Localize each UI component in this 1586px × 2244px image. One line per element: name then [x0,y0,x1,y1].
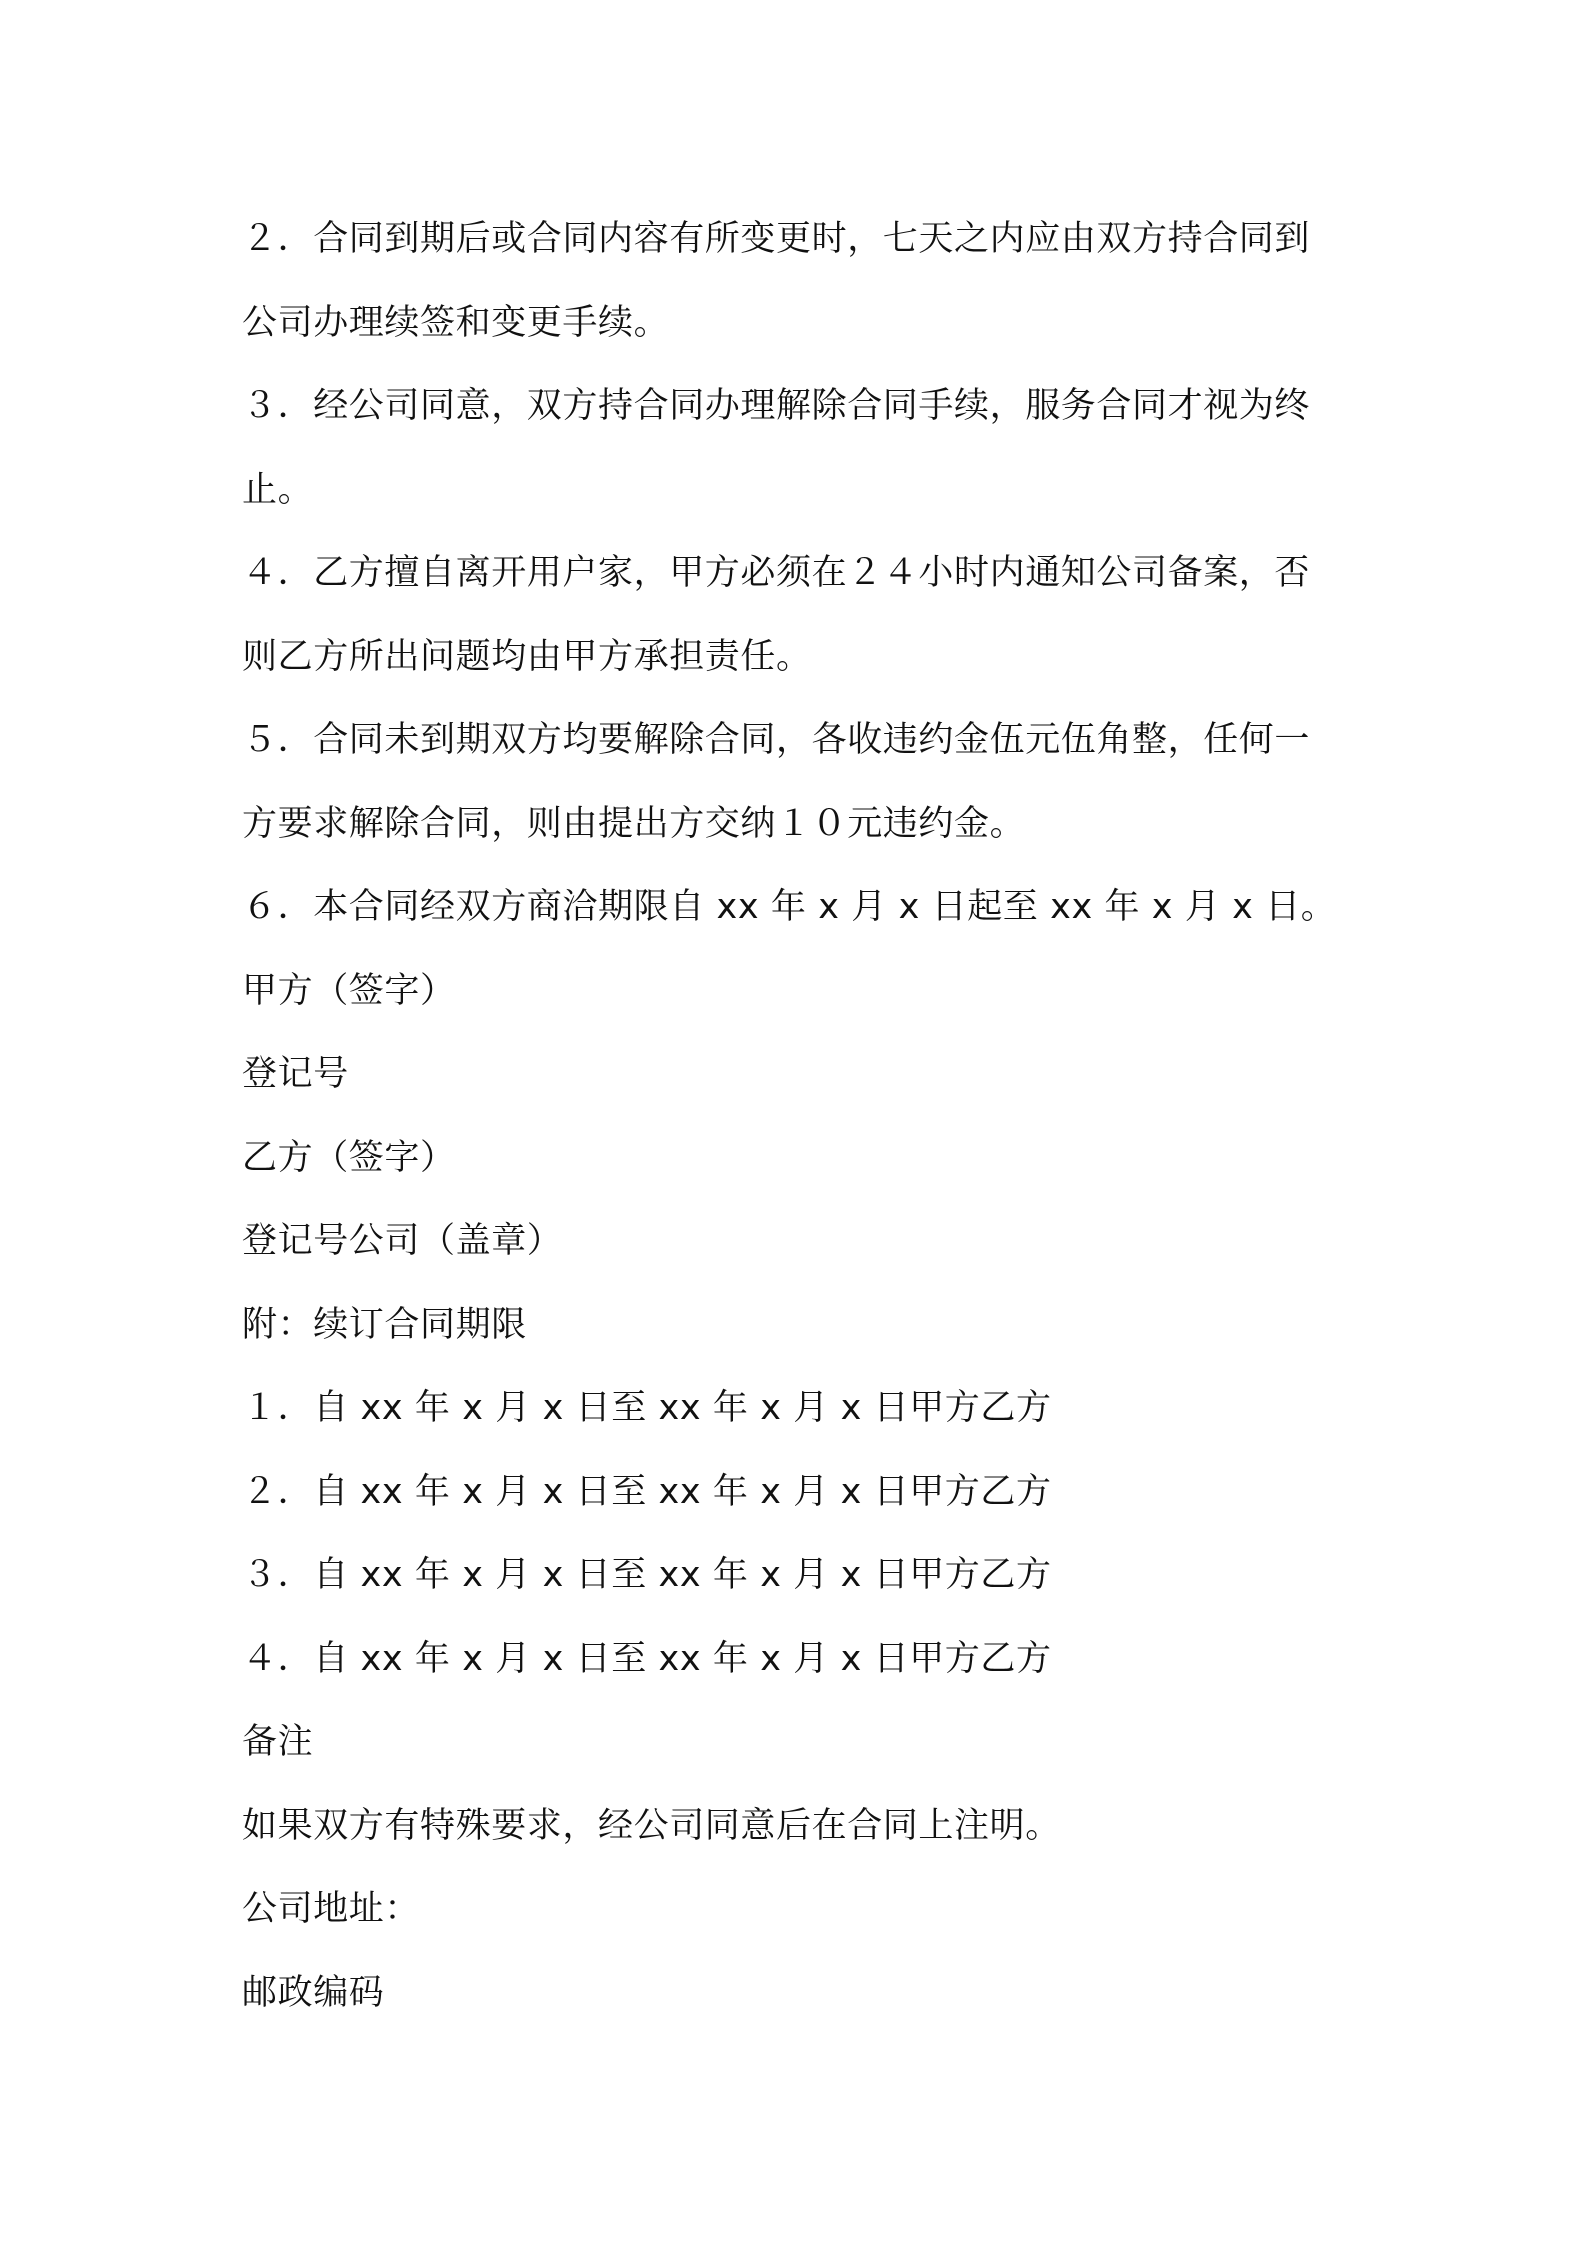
renewal-period-1: １．自 xx 年 x 月 x 日至 xx 年 x 月 x 日甲方乙方 [242,1388,1052,1428]
remarks-text: 如果双方有特殊要求，经公司同意后在合同上注明。 [242,1805,1061,1846]
renewal-appendix-heading: 附：续订合同期限 [242,1304,527,1345]
postal-code-label: 邮政编码 [242,1972,385,2013]
party-a-signature-label: 甲方（签字） [242,970,456,1011]
clause-5-line-2: 方要求解除合同，则由提出方交纳１０元违约金。 [242,803,1026,844]
company-address-label: 公司地址： [242,1889,421,1929]
clause-2-line-1: ２．合同到期后或合同内容有所变更时，七天之内应由双方持合同到 [242,219,1311,259]
clause-3-line-1: ３．经公司同意，双方持合同办理解除合同手续，服务合同才视为终 [242,386,1311,426]
clause-2-line-2: 公司办理续签和变更手续。 [242,302,670,343]
clause-4-line-1: ４．乙方擅自离开用户家，甲方必须在２４小时内通知公司备案，否 [242,553,1311,593]
clause-4-line-2: 则乙方所出问题均由甲方承担责任。 [242,636,812,677]
renewal-period-3: ３．自 xx 年 x 月 x 日至 xx 年 x 月 x 日甲方乙方 [242,1555,1052,1595]
party-a-registration-label: 登记号 [242,1054,349,1094]
renewal-period-2: ２．自 xx 年 x 月 x 日至 xx 年 x 月 x 日甲方乙方 [242,1471,1052,1512]
party-b-signature-label: 乙方（签字） [242,1137,456,1178]
clause-3-line-2: 止。 [242,469,314,510]
party-b-registration-company-seal-label: 登记号公司（盖章） [242,1221,563,1261]
clause-5-line-1: ５．合同未到期双方均要解除合同，各收违约金伍元伍角整，任何一 [242,720,1311,760]
remarks-heading: 备注 [242,1722,314,1762]
document-body [242,198,1360,2035]
clause-6-line: ６．本合同经双方商洽期限自 xx 年 x 月 x 日起至 xx 年 x 月 x 日。 [242,887,1337,927]
renewal-period-4: ４．自 xx 年 x 月 x 日至 xx 年 x 月 x 日甲方乙方 [242,1638,1052,1679]
